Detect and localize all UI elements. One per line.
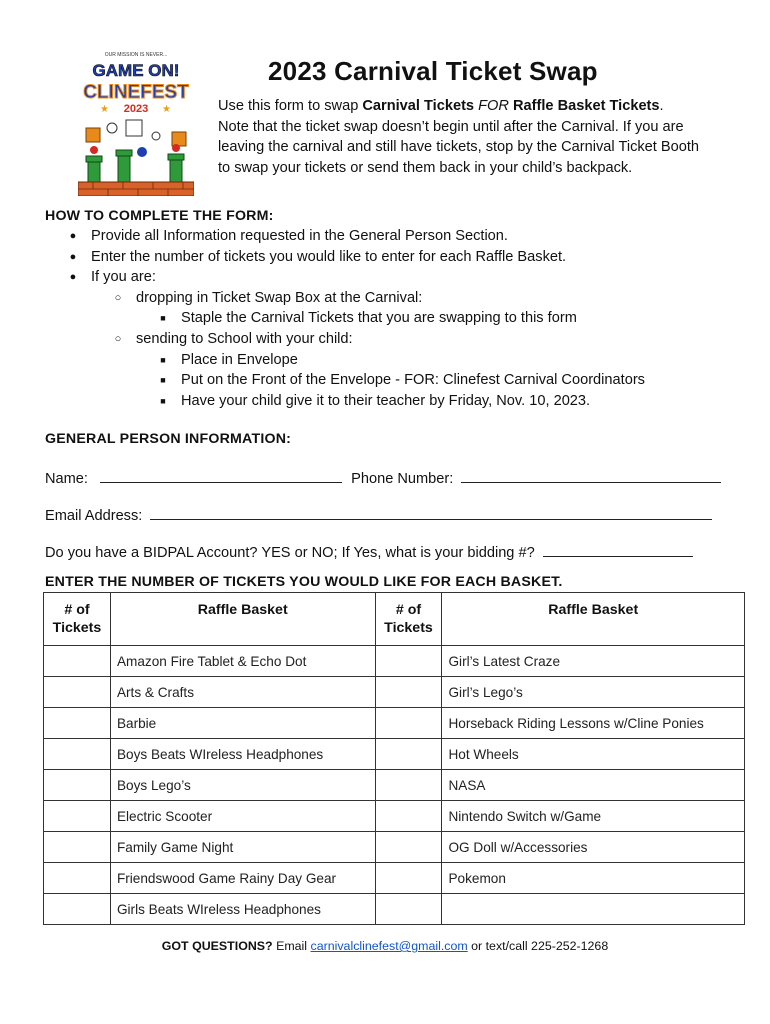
ticket-count-cell[interactable] bbox=[375, 863, 442, 894]
list-item: ● Enter the number of tickets you would like to enter for each Raffle Basket. bbox=[45, 247, 645, 268]
basket-name: Horseback Riding Lessons w/Cline Ponies bbox=[442, 708, 745, 739]
basket-name: Boys Lego’s bbox=[110, 770, 375, 801]
raffle-basket-table bbox=[43, 592, 745, 925]
bidpal-row bbox=[45, 542, 693, 561]
ticket-count-cell[interactable] bbox=[375, 894, 442, 925]
clinefest-logo bbox=[78, 48, 194, 196]
question-block-icon bbox=[86, 128, 100, 142]
table-row bbox=[44, 770, 745, 801]
gamepad-icon bbox=[152, 132, 160, 140]
list-item: ■ Have your child give it to their teacher by Friday, Nov. 10, 2023. bbox=[45, 391, 645, 412]
bullet-icon: ● bbox=[69, 271, 77, 284]
phone-field[interactable] bbox=[461, 468, 721, 483]
table-row bbox=[44, 801, 745, 832]
footer-phone: or text/call 225-252-1268 bbox=[467, 939, 609, 953]
headphones-icon bbox=[107, 123, 117, 133]
pipe-right-icon bbox=[170, 158, 182, 182]
basket-name: Electric Scooter bbox=[110, 801, 375, 832]
ticket-count-cell[interactable] bbox=[44, 646, 111, 677]
logo-star-left-icon: ★ bbox=[100, 104, 109, 115]
basket-column-header: Raffle Basket bbox=[442, 593, 745, 646]
tickets-column-header: # of Tickets bbox=[44, 593, 111, 646]
ticket-count-cell[interactable] bbox=[44, 894, 111, 925]
page-title: 2023 Carnival Ticket Swap bbox=[268, 56, 598, 86]
list-item: ○ dropping in Ticket Swap Box at the Carnival: bbox=[45, 288, 645, 309]
list-item: ■ Put on the Front of the Envelope - FOR: Clinefest Carnival Coordinators bbox=[45, 370, 645, 391]
list-item: ■ Staple the Carnival Tickets that you are swapping to this form bbox=[45, 308, 645, 329]
circle-bullet-icon: ○ bbox=[114, 332, 122, 345]
logo-star-right-icon: ★ bbox=[162, 104, 171, 115]
ticket-count-cell[interactable] bbox=[375, 646, 442, 677]
logo-year: 2023 bbox=[123, 103, 149, 115]
footer-contact: GOT QUESTIONS? Email carnivalclinefest@gmail.com or text/call 225-252-1268 bbox=[161, 939, 609, 953]
basket-name: Family Game Night bbox=[110, 832, 375, 863]
email-label: Email Address: bbox=[45, 508, 143, 524]
basket-name: OG Doll w/Accessories bbox=[442, 832, 745, 863]
name-label: Name: bbox=[45, 471, 88, 487]
list-item: ● If you are: bbox=[45, 267, 645, 288]
square-bullet-icon: ■ bbox=[160, 313, 166, 324]
ticket-count-cell[interactable] bbox=[44, 739, 111, 770]
phone-label: Phone Number: bbox=[351, 471, 454, 487]
bullet-icon: ● bbox=[69, 230, 77, 242]
table-row bbox=[44, 832, 745, 863]
email-field[interactable] bbox=[150, 505, 712, 520]
ticket-count-cell[interactable] bbox=[375, 677, 442, 708]
bird-icon bbox=[137, 147, 147, 157]
ticket-count-cell[interactable] bbox=[44, 708, 111, 739]
table-row bbox=[44, 708, 745, 739]
ticket-count-cell[interactable] bbox=[44, 832, 111, 863]
general-info-heading: GENERAL PERSON INFORMATION: bbox=[45, 431, 292, 447]
bidpal-question: Do you have a BIDPAL Account? YES or NO; If Yes, what is your bidding #? bbox=[45, 545, 535, 561]
ticket-count-cell[interactable] bbox=[375, 739, 442, 770]
tickets-column-header: # of Tickets bbox=[375, 593, 442, 646]
pipe-middle-icon bbox=[118, 154, 130, 182]
ticket-count-cell[interactable] bbox=[375, 801, 442, 832]
contact-email-link[interactable]: carnivalclinefest@gmail.com bbox=[310, 939, 468, 953]
ticket-count-cell[interactable] bbox=[44, 677, 111, 708]
footer-question: GOT QUESTIONS? bbox=[161, 939, 273, 953]
circle-bullet-icon: ○ bbox=[114, 291, 122, 304]
basket-name: Girl’s Lego’s bbox=[442, 677, 745, 708]
logo-game-on: GAME ON! bbox=[92, 61, 180, 80]
ticket-count-cell[interactable] bbox=[44, 863, 111, 894]
ticket-count-cell[interactable] bbox=[44, 801, 111, 832]
basket-name: Girl’s Latest Craze bbox=[442, 646, 745, 677]
table-row bbox=[44, 739, 745, 770]
basket-name: Girls Beats WIreless Headphones bbox=[110, 894, 375, 925]
basket-column-header: Raffle Basket bbox=[110, 593, 375, 646]
ticket-count-cell[interactable] bbox=[375, 832, 442, 863]
flower-icon bbox=[172, 144, 180, 152]
basket-name: Barbie bbox=[110, 708, 375, 739]
square-bullet-icon: ■ bbox=[160, 354, 166, 365]
bidding-number-field[interactable] bbox=[543, 542, 693, 557]
basket-name: NASA bbox=[442, 770, 745, 801]
baskets-heading: ENTER THE NUMBER OF TICKETS YOU WOULD LIKE FOR EACH BASKET. bbox=[45, 574, 563, 590]
how-to-heading: HOW TO COMPLETE THE FORM: bbox=[45, 208, 274, 224]
basket-name: Amazon Fire Tablet & Echo Dot bbox=[110, 646, 375, 677]
game-box-icon bbox=[126, 120, 142, 136]
square-bullet-icon: ■ bbox=[160, 375, 166, 386]
ticket-count-cell[interactable] bbox=[375, 708, 442, 739]
list-item: ○ sending to School with your child: bbox=[45, 329, 645, 350]
intro-paragraph: Use this form to swap Carnival Tickets FOR Raffle Basket Tickets. Note that the ticket swap doesn’t begin until after the Carnival. If you are leaving the carnival and still have tickets, stop by the Carnival Ticket Booth to swap your tickets or send them back in your child’s backpack. bbox=[218, 98, 700, 176]
basket-name: Hot Wheels bbox=[442, 739, 745, 770]
question-block-icon bbox=[172, 132, 186, 146]
name-phone-row bbox=[45, 468, 721, 487]
table-row bbox=[44, 894, 745, 925]
logo-clinefest: CLINEFEST bbox=[83, 82, 189, 103]
square-bullet-icon: ■ bbox=[160, 395, 166, 406]
list-item: ■ Place in Envelope bbox=[45, 350, 645, 371]
logo-tagline: OUR MISSION IS NEVER... bbox=[104, 52, 168, 58]
table-header-row bbox=[44, 593, 745, 646]
basket-name: Arts & Crafts bbox=[110, 677, 375, 708]
email-row bbox=[45, 505, 712, 524]
basket-name: Friendswood Game Rainy Day Gear bbox=[110, 863, 375, 894]
basket-name: Boys Beats WIreless Headphones bbox=[110, 739, 375, 770]
instructions-list bbox=[45, 226, 645, 411]
table-row bbox=[44, 863, 745, 894]
ticket-count-cell[interactable] bbox=[375, 770, 442, 801]
table-row bbox=[44, 677, 745, 708]
table-row bbox=[44, 646, 745, 677]
pipe-left-icon bbox=[88, 160, 100, 182]
bullet-icon: ● bbox=[69, 250, 77, 263]
basket-name bbox=[442, 894, 745, 925]
basket-name: Nintendo Switch w/Game bbox=[442, 801, 745, 832]
list-item: ● Provide all Information requested in the General Person Section. bbox=[45, 226, 645, 247]
flower-icon bbox=[90, 146, 98, 154]
basket-name: Pokemon bbox=[442, 863, 745, 894]
name-field[interactable] bbox=[100, 468, 342, 483]
ticket-count-cell[interactable] bbox=[44, 770, 111, 801]
